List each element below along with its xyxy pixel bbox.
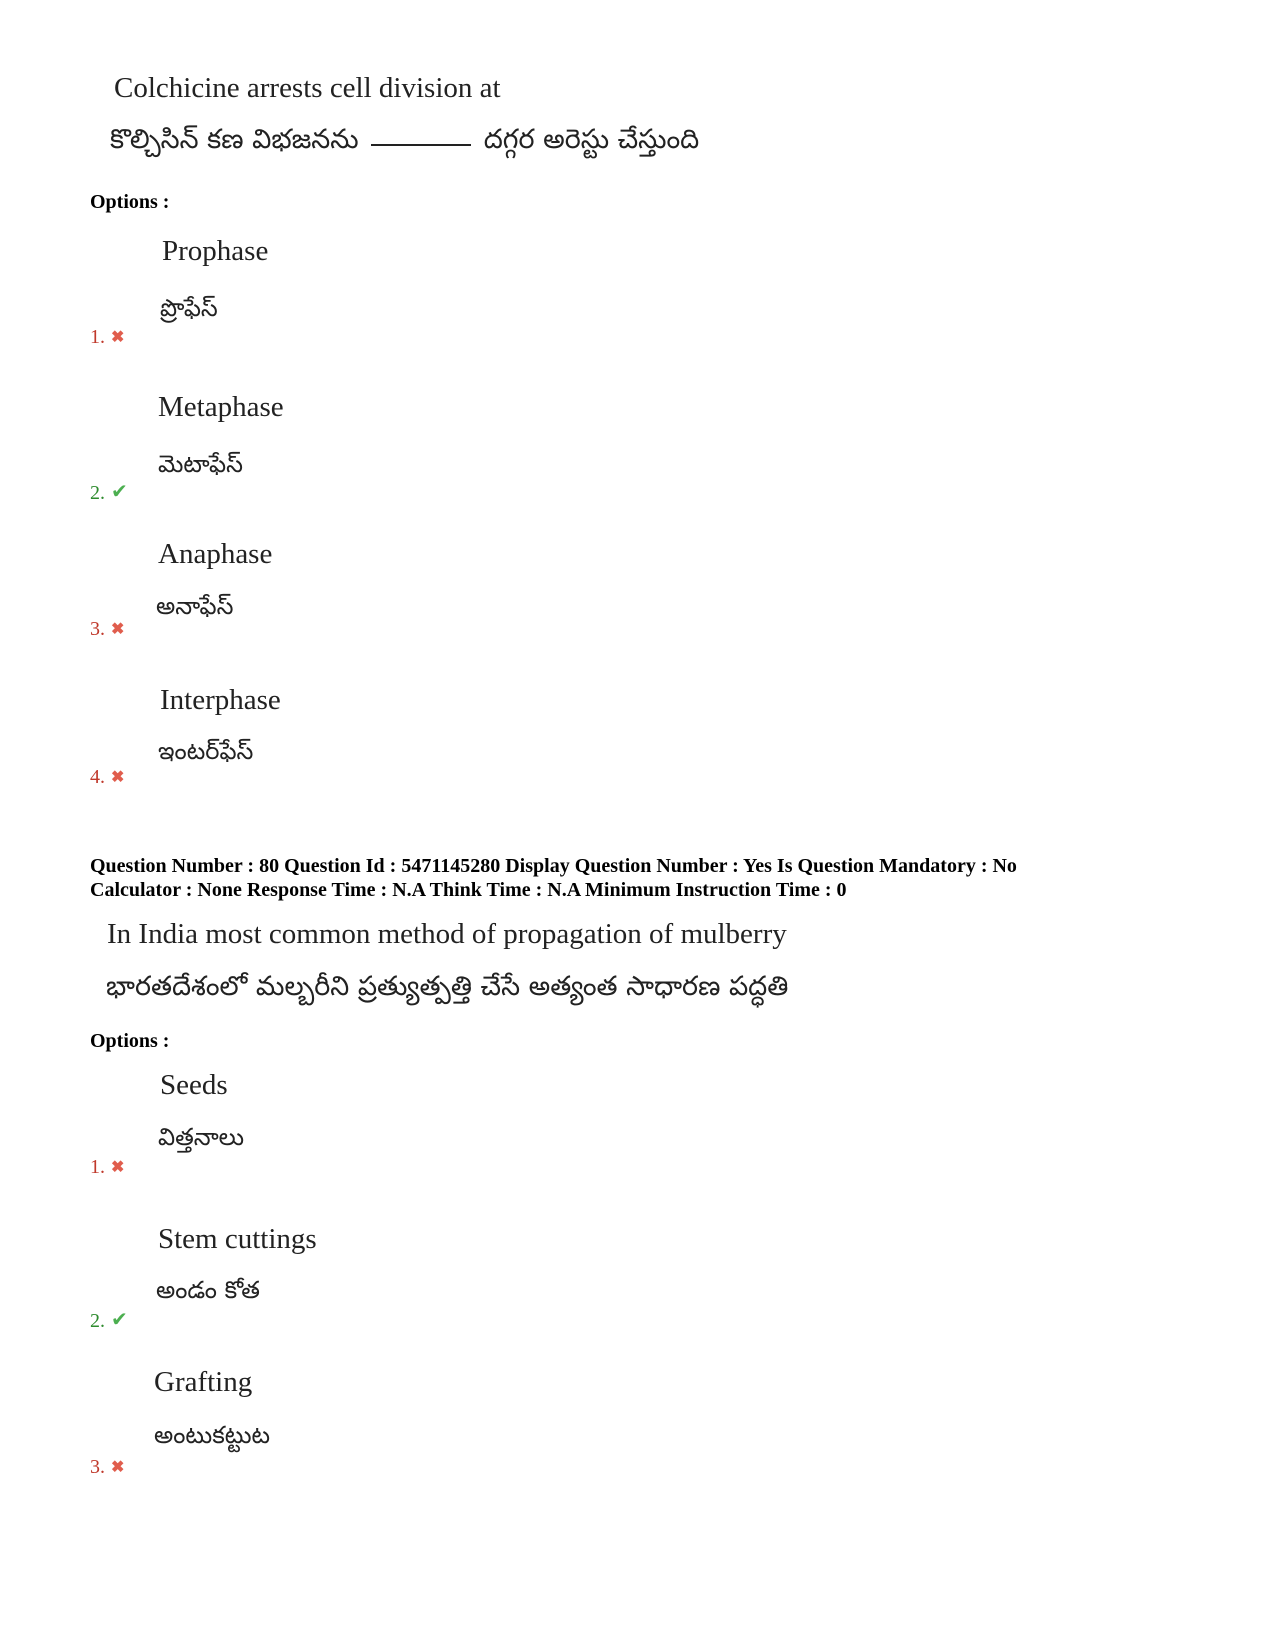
cross-icon: ✖ [111,769,125,786]
option-text-te: మెటాఫేస్ [158,450,243,478]
option-text-en: Seeds [160,1069,228,1101]
cross-icon: ✖ [111,1159,125,1176]
check-icon: ✔ [111,1309,128,1331]
option-text-en: Metaphase [158,391,284,423]
cross-icon: ✖ [111,1459,125,1476]
q79-question-te [110,124,699,162]
option-number: 3. ✖ [90,618,125,640]
question-meta-line1: Question Number : 80 Question Id : 5471145280 Display Question Number : Yes Is Question Mandatory : No [90,855,1017,877]
options-label: Options : [90,191,170,213]
option-text-en: Interphase [160,684,281,716]
option-text-te: ఇంటర్‌ఫేస్ [158,737,254,765]
options-label: Options : [90,1030,170,1052]
option-text-en: Anaphase [158,538,273,570]
fill-in-blank [371,144,471,146]
option-text-te: అనాఫేస్ [156,592,234,620]
q79-question-te-after: దగ్గర అరెస్టు చేస్తుంది [483,124,700,155]
option-text-en: Grafting [154,1366,253,1398]
q79-question-te-before: కొల్చిసిన్ కణ విభజనను [110,124,359,155]
cross-icon: ✖ [111,329,125,346]
option-number: 2. ✔ [90,481,128,504]
option-number: 1. ✖ [90,1156,125,1178]
option-text-en: Stem cuttings [158,1223,317,1255]
q80-question-en: In India most common method of propagation of mulberry [107,918,787,950]
option-text-te: అండం కోత [156,1276,260,1304]
q80-question-te: భారతదేశంలో మల్బరీని ప్రత్యుత్పత్తి చేసే అత్యంత సాధారణ పద్ధతి [106,971,789,1002]
check-icon: ✔ [111,481,128,503]
cross-icon: ✖ [111,621,125,638]
question-meta-line2: Calculator : None Response Time : N.A Think Time : N.A Minimum Instruction Time : 0 [90,879,847,901]
option-number: 1. ✖ [90,326,125,348]
option-text-te: అంటుకట్టుట [154,1421,271,1449]
option-number: 2. ✔ [90,1309,128,1332]
option-number: 4. ✖ [90,766,125,788]
option-text-en: Prophase [162,235,269,267]
q79-question-en: Colchicine arrests cell division at [114,72,501,104]
option-text-te: ప్రొఫేస్ [160,294,218,322]
option-text-te: విత్తనాలు [158,1123,244,1151]
option-number: 3. ✖ [90,1456,125,1478]
